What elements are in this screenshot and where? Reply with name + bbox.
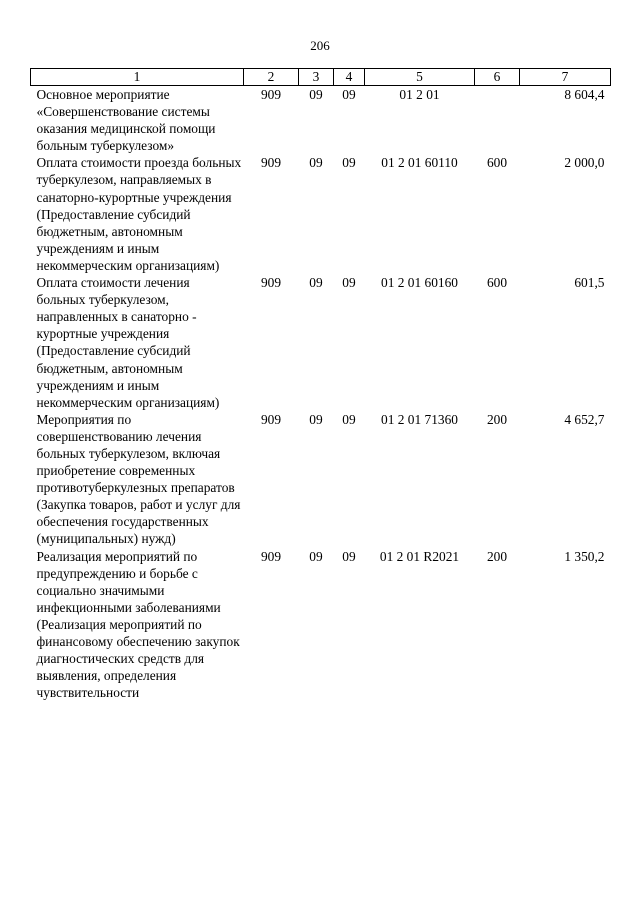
- target-article-code: 01 2 01 71360: [381, 411, 458, 427]
- column-header-2: 2: [244, 69, 299, 86]
- section-code: 09: [309, 548, 323, 564]
- column-number-row: [31, 69, 611, 86]
- column-header-6: 6: [475, 69, 520, 86]
- table-row: [31, 411, 611, 548]
- item-name: Реализация мероприятий по предупреждению и борьбе с социально значимыми инфекционными заболеваниями (Реализация мероприятий по финансовому обеспечению закупок диагностических средств для выявления, определения чувствительности: [36, 548, 240, 701]
- amount: 1 350,2: [564, 548, 605, 564]
- target-article-code: 01 2 01 60160: [381, 275, 458, 291]
- page-number: 206: [310, 38, 330, 53]
- section-code: 09: [309, 275, 323, 291]
- table-row: [31, 154, 611, 274]
- section-code: 09: [309, 155, 323, 171]
- table-row: [31, 548, 611, 702]
- expense-type-code: 200: [486, 411, 508, 427]
- subsection-code: 09: [342, 411, 356, 427]
- admin-code: 909: [260, 155, 282, 171]
- column-header-5: 5: [365, 69, 475, 86]
- target-article-code: 01 2 01 R2021: [379, 548, 460, 564]
- item-name: Мероприятия по совершенствованию лечения больных туберкулезом, включая приобретение современных противотуберкулезных препаратов (Закупка товаров, работ и услуг для обеспечения государственных (муниципальных) нужд): [36, 411, 241, 547]
- target-article-code: 01 2 01 60110: [381, 155, 458, 171]
- expense-type-code: 200: [486, 548, 508, 564]
- table-row: [31, 86, 611, 155]
- amount: 601,5: [574, 275, 605, 291]
- column-header-4: 4: [334, 69, 365, 86]
- item-name: Оплата стоимости лечения больных туберкулезом, направленных в санаторно - курортные учреждения (Предоставление субсидий бюджетным, автономным учреждениям и иным некоммерческим организациям): [36, 275, 220, 410]
- subsection-code: 09: [342, 87, 356, 102]
- expense-type-code: [475, 86, 520, 155]
- column-header-1: 1: [31, 69, 244, 86]
- table-header: [31, 69, 611, 86]
- column-header-3: 3: [299, 69, 334, 86]
- section-code: 09: [309, 87, 323, 102]
- subsection-code: 09: [342, 275, 356, 291]
- subsection-code: 09: [342, 155, 356, 171]
- amount: 4 652,7: [564, 411, 605, 427]
- admin-code: 909: [260, 275, 282, 291]
- item-name: Основное мероприятие «Совершенствование системы оказания медицинской помощи больным туберкулезом»: [36, 87, 216, 154]
- amount: 8 604,4: [564, 87, 605, 102]
- admin-code: 909: [260, 548, 282, 564]
- expense-type-code: 600: [486, 155, 508, 171]
- subsection-code: 09: [342, 548, 356, 564]
- budget-table: [30, 68, 611, 701]
- target-article-code: 01 2 01: [399, 87, 440, 102]
- table-body: [31, 86, 611, 702]
- expense-type-code: 600: [486, 275, 508, 291]
- amount: 2 000,0: [564, 155, 605, 171]
- column-header-7: 7: [520, 69, 611, 86]
- table-row: [31, 274, 611, 411]
- admin-code: 909: [260, 411, 282, 427]
- item-name: Оплата стоимости проезда больных туберкулезом, направляемых в санаторно-курортные учреждения (Предоставление субсидий бюджетным, автономным учреждениям и иным некоммерческим организациям): [36, 155, 242, 273]
- admin-code: 909: [260, 87, 282, 102]
- section-code: 09: [309, 411, 323, 427]
